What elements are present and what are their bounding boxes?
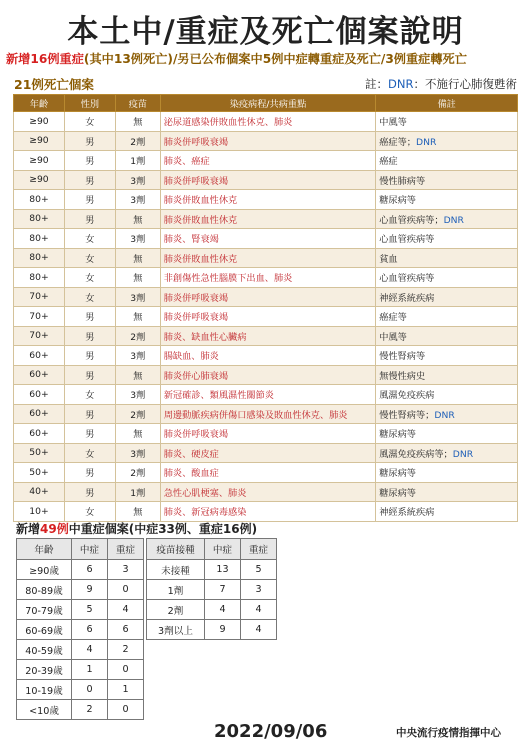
cell-course: 肺炎併呼吸衰竭 (160, 307, 376, 327)
table-row (17, 580, 144, 600)
cell-remark (376, 385, 518, 405)
cell-course: 肺炎併心肺衰竭 (160, 365, 376, 385)
cell-vaccine: 3劑 (115, 190, 160, 210)
cell-sex: 男 (64, 346, 115, 366)
table-cell: 6 (72, 560, 108, 580)
remark-text: 糖尿病等 (379, 468, 416, 480)
table-cell: 2 (108, 640, 144, 660)
cell-age: 60+ (14, 404, 65, 424)
cell-course: 急性心肌梗塞、肺炎 (160, 482, 376, 502)
header-vaccine: 疫苗 (115, 95, 160, 112)
cell-course: 肺炎併敗血性休克 (160, 209, 376, 229)
cell-remark (376, 151, 518, 171)
table-cell: 4 (72, 640, 108, 660)
table-row (147, 580, 277, 600)
header-remark: 備註 (376, 95, 518, 112)
table-cell: 4 (241, 620, 277, 640)
table-cell: 5 (72, 600, 108, 620)
cell-remark (376, 482, 518, 502)
cell-course: 非創傷性急性腦膜下出血、肺炎 (160, 268, 376, 288)
table-cell: 6 (108, 620, 144, 640)
table-cell: 0 (108, 700, 144, 720)
cell-age: 50+ (14, 443, 65, 463)
cell-age: ≥90 (14, 112, 65, 132)
table-cell: 0 (108, 660, 144, 680)
table-cell: 3 (241, 580, 277, 600)
cell-sex: 女 (64, 112, 115, 132)
header-course: 染疫病程/共病重點 (160, 95, 376, 112)
cell-remark (376, 190, 518, 210)
table-row (17, 660, 144, 680)
remark-text: 神經系統疾病 (379, 507, 435, 519)
cell-vaccine: 無 (115, 424, 160, 444)
table-row (14, 268, 518, 288)
cell-age: 80+ (14, 248, 65, 268)
table-cell: 0 (108, 580, 144, 600)
table-row (17, 640, 144, 660)
table-cell: 2劑 (147, 600, 205, 620)
header-sex: 性別 (64, 95, 115, 112)
table-row (147, 560, 277, 580)
cell-sex: 女 (64, 229, 115, 249)
cell-vaccine: 2劑 (115, 404, 160, 424)
table-row (14, 248, 518, 268)
remark-text: 風濕免疫疾病等； (379, 448, 453, 460)
severe-heading-suffix: 中重症個案(中症33例、重症16例) (68, 522, 258, 536)
cell-course: 肺炎、硬皮症 (160, 443, 376, 463)
severe-heading-count: 49例 (40, 522, 69, 536)
cell-age: 10+ (14, 502, 65, 522)
cell-sex: 女 (64, 248, 115, 268)
remark-text: 中風等 (379, 117, 407, 129)
table-cell: 1 (72, 660, 108, 680)
cell-sex: 女 (64, 268, 115, 288)
table-cell: <10歲 (17, 700, 72, 720)
cell-course: 肺炎、酸血症 (160, 463, 376, 483)
table-row (14, 385, 518, 405)
cell-remark (376, 287, 518, 307)
cell-remark (376, 463, 518, 483)
cell-vaccine: 無 (115, 268, 160, 288)
table-cell: 40-59歲 (17, 640, 72, 660)
dnr-note-term: DNR (388, 77, 414, 91)
cell-age: 70+ (14, 287, 65, 307)
age-table-header (17, 539, 144, 560)
cell-sex: 男 (64, 365, 115, 385)
table-cell: 6 (72, 620, 108, 640)
dnr-note (365, 76, 517, 92)
cell-sex: 女 (64, 287, 115, 307)
cell-age: 80+ (14, 268, 65, 288)
table-row (14, 151, 518, 171)
table-row (14, 443, 518, 463)
table-cell: 0 (72, 680, 108, 700)
cell-age: 60+ (14, 424, 65, 444)
remark-text: 心血管疾病等 (379, 234, 435, 246)
cell-vaccine: 無 (115, 248, 160, 268)
table-cell: 70-79歲 (17, 600, 72, 620)
table-cell: 未接種 (147, 560, 205, 580)
remark-text: 糖尿病等 (379, 195, 416, 207)
table-row (14, 112, 518, 132)
remark-text: 貧血 (379, 253, 398, 265)
cell-remark (376, 365, 518, 385)
cell-vaccine: 無 (115, 209, 160, 229)
cell-vaccine: 3劑 (115, 443, 160, 463)
remark-text: 癌症等 (379, 312, 407, 324)
cell-vaccine: 無 (115, 365, 160, 385)
table-cell: ≥90歲 (17, 560, 72, 580)
table-row (14, 424, 518, 444)
cell-sex: 男 (64, 463, 115, 483)
remark-text: 無慢性病史 (379, 370, 426, 382)
cell-vaccine: 3劑 (115, 287, 160, 307)
table-row (17, 700, 144, 720)
remark-text: 神經系統疾病 (379, 292, 435, 304)
cell-age: 60+ (14, 346, 65, 366)
page-title: 本土中/重症及死亡個案說明 (67, 14, 464, 50)
cell-remark (376, 131, 518, 151)
table-row (17, 600, 144, 620)
table-row (17, 560, 144, 580)
table-cell: 4 (241, 600, 277, 620)
cell-sex: 女 (64, 443, 115, 463)
cell-sex: 男 (64, 404, 115, 424)
table-cell: 4 (108, 600, 144, 620)
cell-course: 肺炎併呼吸衰竭 (160, 170, 376, 190)
cell-vaccine: 無 (115, 502, 160, 522)
death-cases-table (13, 94, 518, 522)
cell-vaccine: 無 (115, 307, 160, 327)
cell-course: 肺炎、癌症 (160, 151, 376, 171)
table-cell: 3劑以上 (147, 620, 205, 640)
dnr-tag: DNR (443, 214, 464, 226)
table-row (147, 620, 277, 640)
cell-course: 腸缺血、肺炎 (160, 346, 376, 366)
cell-sex: 男 (64, 482, 115, 502)
table-cell: 10-19歲 (17, 680, 72, 700)
dnr-tag: DNR (434, 409, 455, 421)
table-cell: 60-69歲 (17, 620, 72, 640)
cell-age: 50+ (14, 463, 65, 483)
cell-remark (376, 209, 518, 229)
cell-vaccine: 無 (115, 112, 160, 132)
cell-age: 60+ (14, 365, 65, 385)
cell-course: 肺炎、缺血性心臟病 (160, 326, 376, 346)
remark-text: 慢性腎病等； (379, 409, 435, 421)
remark-text: 癌症 (379, 156, 398, 168)
cell-age: ≥90 (14, 170, 65, 190)
vax-header-severe: 重症 (241, 539, 277, 560)
death-table-header (14, 95, 518, 112)
cell-vaccine: 3劑 (115, 229, 160, 249)
cell-course: 肺炎併敗血性休克 (160, 248, 376, 268)
cell-remark (376, 424, 518, 444)
cell-course: 肺炎併敗血性休克 (160, 190, 376, 210)
remark-text: 糖尿病等 (379, 487, 416, 499)
table-cell: 3 (108, 560, 144, 580)
vax-table-header (147, 539, 277, 560)
summary-line (6, 50, 531, 67)
cell-course: 肺炎、新冠病毒感染 (160, 502, 376, 522)
cell-sex: 女 (64, 502, 115, 522)
remark-text: 中風等 (379, 331, 407, 343)
table-row (14, 326, 518, 346)
cell-sex: 男 (64, 170, 115, 190)
cell-remark (376, 268, 518, 288)
cell-remark (376, 112, 518, 132)
cell-age: ≥90 (14, 151, 65, 171)
cell-remark (376, 346, 518, 366)
remark-text: 心血管疾病等 (379, 273, 435, 285)
cell-vaccine: 1劑 (115, 151, 160, 171)
table-row (14, 463, 518, 483)
cell-vaccine: 2劑 (115, 463, 160, 483)
table-cell: 1劑 (147, 580, 205, 600)
table-cell: 9 (72, 580, 108, 600)
table-row (14, 307, 518, 327)
table-cell: 5 (241, 560, 277, 580)
dnr-tag: DNR (416, 136, 437, 148)
table-row (14, 287, 518, 307)
table-row (14, 482, 518, 502)
table-cell: 2 (72, 700, 108, 720)
table-cell: 9 (205, 620, 241, 640)
cell-age: 40+ (14, 482, 65, 502)
table-row (14, 209, 518, 229)
cell-course: 周邊動脈疾病併傷口感染及敗血性休克、肺炎 (160, 404, 376, 424)
cell-course: 泌尿道感染併敗血性休克、肺炎 (160, 112, 376, 132)
agency-name: 中央流行疫情指揮中心 (396, 727, 501, 739)
cell-course: 肺炎併呼吸衰竭 (160, 287, 376, 307)
cell-vaccine: 1劑 (115, 482, 160, 502)
cell-vaccine: 3劑 (115, 385, 160, 405)
cell-sex: 男 (64, 307, 115, 327)
table-row (14, 131, 518, 151)
table-cell: 4 (205, 600, 241, 620)
cell-sex: 男 (64, 209, 115, 229)
remark-text: 糖尿病等 (379, 429, 416, 441)
table-row (14, 190, 518, 210)
summary-detail: (其中13例死亡)/另已公布個案中5例中症轉重症及死亡/3例重症轉死亡 (83, 52, 467, 66)
cell-sex: 女 (64, 385, 115, 405)
table-row (14, 365, 518, 385)
header-age: 年齡 (14, 95, 65, 112)
table-cell: 1 (108, 680, 144, 700)
cell-vaccine: 2劑 (115, 326, 160, 346)
cell-course: 肺炎併呼吸衰竭 (160, 131, 376, 151)
dnr-tag: DNR (452, 448, 474, 460)
age-breakdown-table (16, 538, 144, 720)
cell-course: 肺炎併呼吸衰竭 (160, 424, 376, 444)
cell-sex: 男 (64, 424, 115, 444)
age-header-severe: 重症 (108, 539, 144, 560)
cell-sex: 男 (64, 190, 115, 210)
table-row (147, 600, 277, 620)
cell-age: 80+ (14, 229, 65, 249)
cell-course: 新冠確診、類風濕性關節炎 (160, 385, 376, 405)
table-cell: 7 (205, 580, 241, 600)
dnr-note-prefix: 註： (365, 77, 389, 91)
cell-age: 80+ (14, 190, 65, 210)
table-row (14, 502, 518, 522)
cell-age: 80+ (14, 209, 65, 229)
remark-text: 風濕免疫疾病 (379, 390, 435, 402)
cell-sex: 男 (64, 131, 115, 151)
remark-text: 癌症等； (379, 136, 416, 148)
deaths-heading: 21例死亡個案 (14, 77, 94, 92)
age-header-moderate: 中症 (72, 539, 108, 560)
cell-remark (376, 443, 518, 463)
cell-remark (376, 170, 518, 190)
cell-vaccine: 3劑 (115, 170, 160, 190)
table-row (14, 170, 518, 190)
age-header-age: 年齡 (17, 539, 72, 560)
cell-sex: 男 (64, 326, 115, 346)
summary-severe-count: 新增16例重症 (6, 52, 84, 66)
severe-heading (16, 520, 257, 537)
table-row (14, 404, 518, 424)
vaccine-breakdown-table (146, 538, 277, 640)
cell-age: ≥90 (14, 131, 65, 151)
cell-remark (376, 502, 518, 522)
cell-remark (376, 404, 518, 424)
table-cell: 80-89歲 (17, 580, 72, 600)
vax-header-dose: 疫苗接種 (147, 539, 205, 560)
cell-age: 70+ (14, 326, 65, 346)
cell-vaccine: 2劑 (115, 131, 160, 151)
table-row (14, 229, 518, 249)
severe-heading-prefix: 新增 (16, 522, 41, 536)
cell-remark (376, 307, 518, 327)
table-row (14, 346, 518, 366)
cell-remark (376, 229, 518, 249)
table-row (17, 620, 144, 640)
table-cell: 20-39歲 (17, 660, 72, 680)
dnr-note-suffix: ：不施行心肺復甦術 (413, 77, 517, 91)
cell-age: 60+ (14, 385, 65, 405)
report-date: 2022/09/06 (214, 721, 328, 742)
cell-sex: 男 (64, 151, 115, 171)
table-row (17, 680, 144, 700)
table-cell: 13 (205, 560, 241, 580)
remark-text: 心血管疾病等； (379, 214, 444, 226)
cell-vaccine: 3劑 (115, 346, 160, 366)
remark-text: 慢性腎病等 (379, 351, 426, 363)
cell-remark (376, 326, 518, 346)
cell-age: 70+ (14, 307, 65, 327)
remark-text: 慢性肺病等 (379, 175, 426, 187)
vax-header-moderate: 中症 (205, 539, 241, 560)
cell-remark (376, 248, 518, 268)
cell-course: 肺炎、腎衰竭 (160, 229, 376, 249)
